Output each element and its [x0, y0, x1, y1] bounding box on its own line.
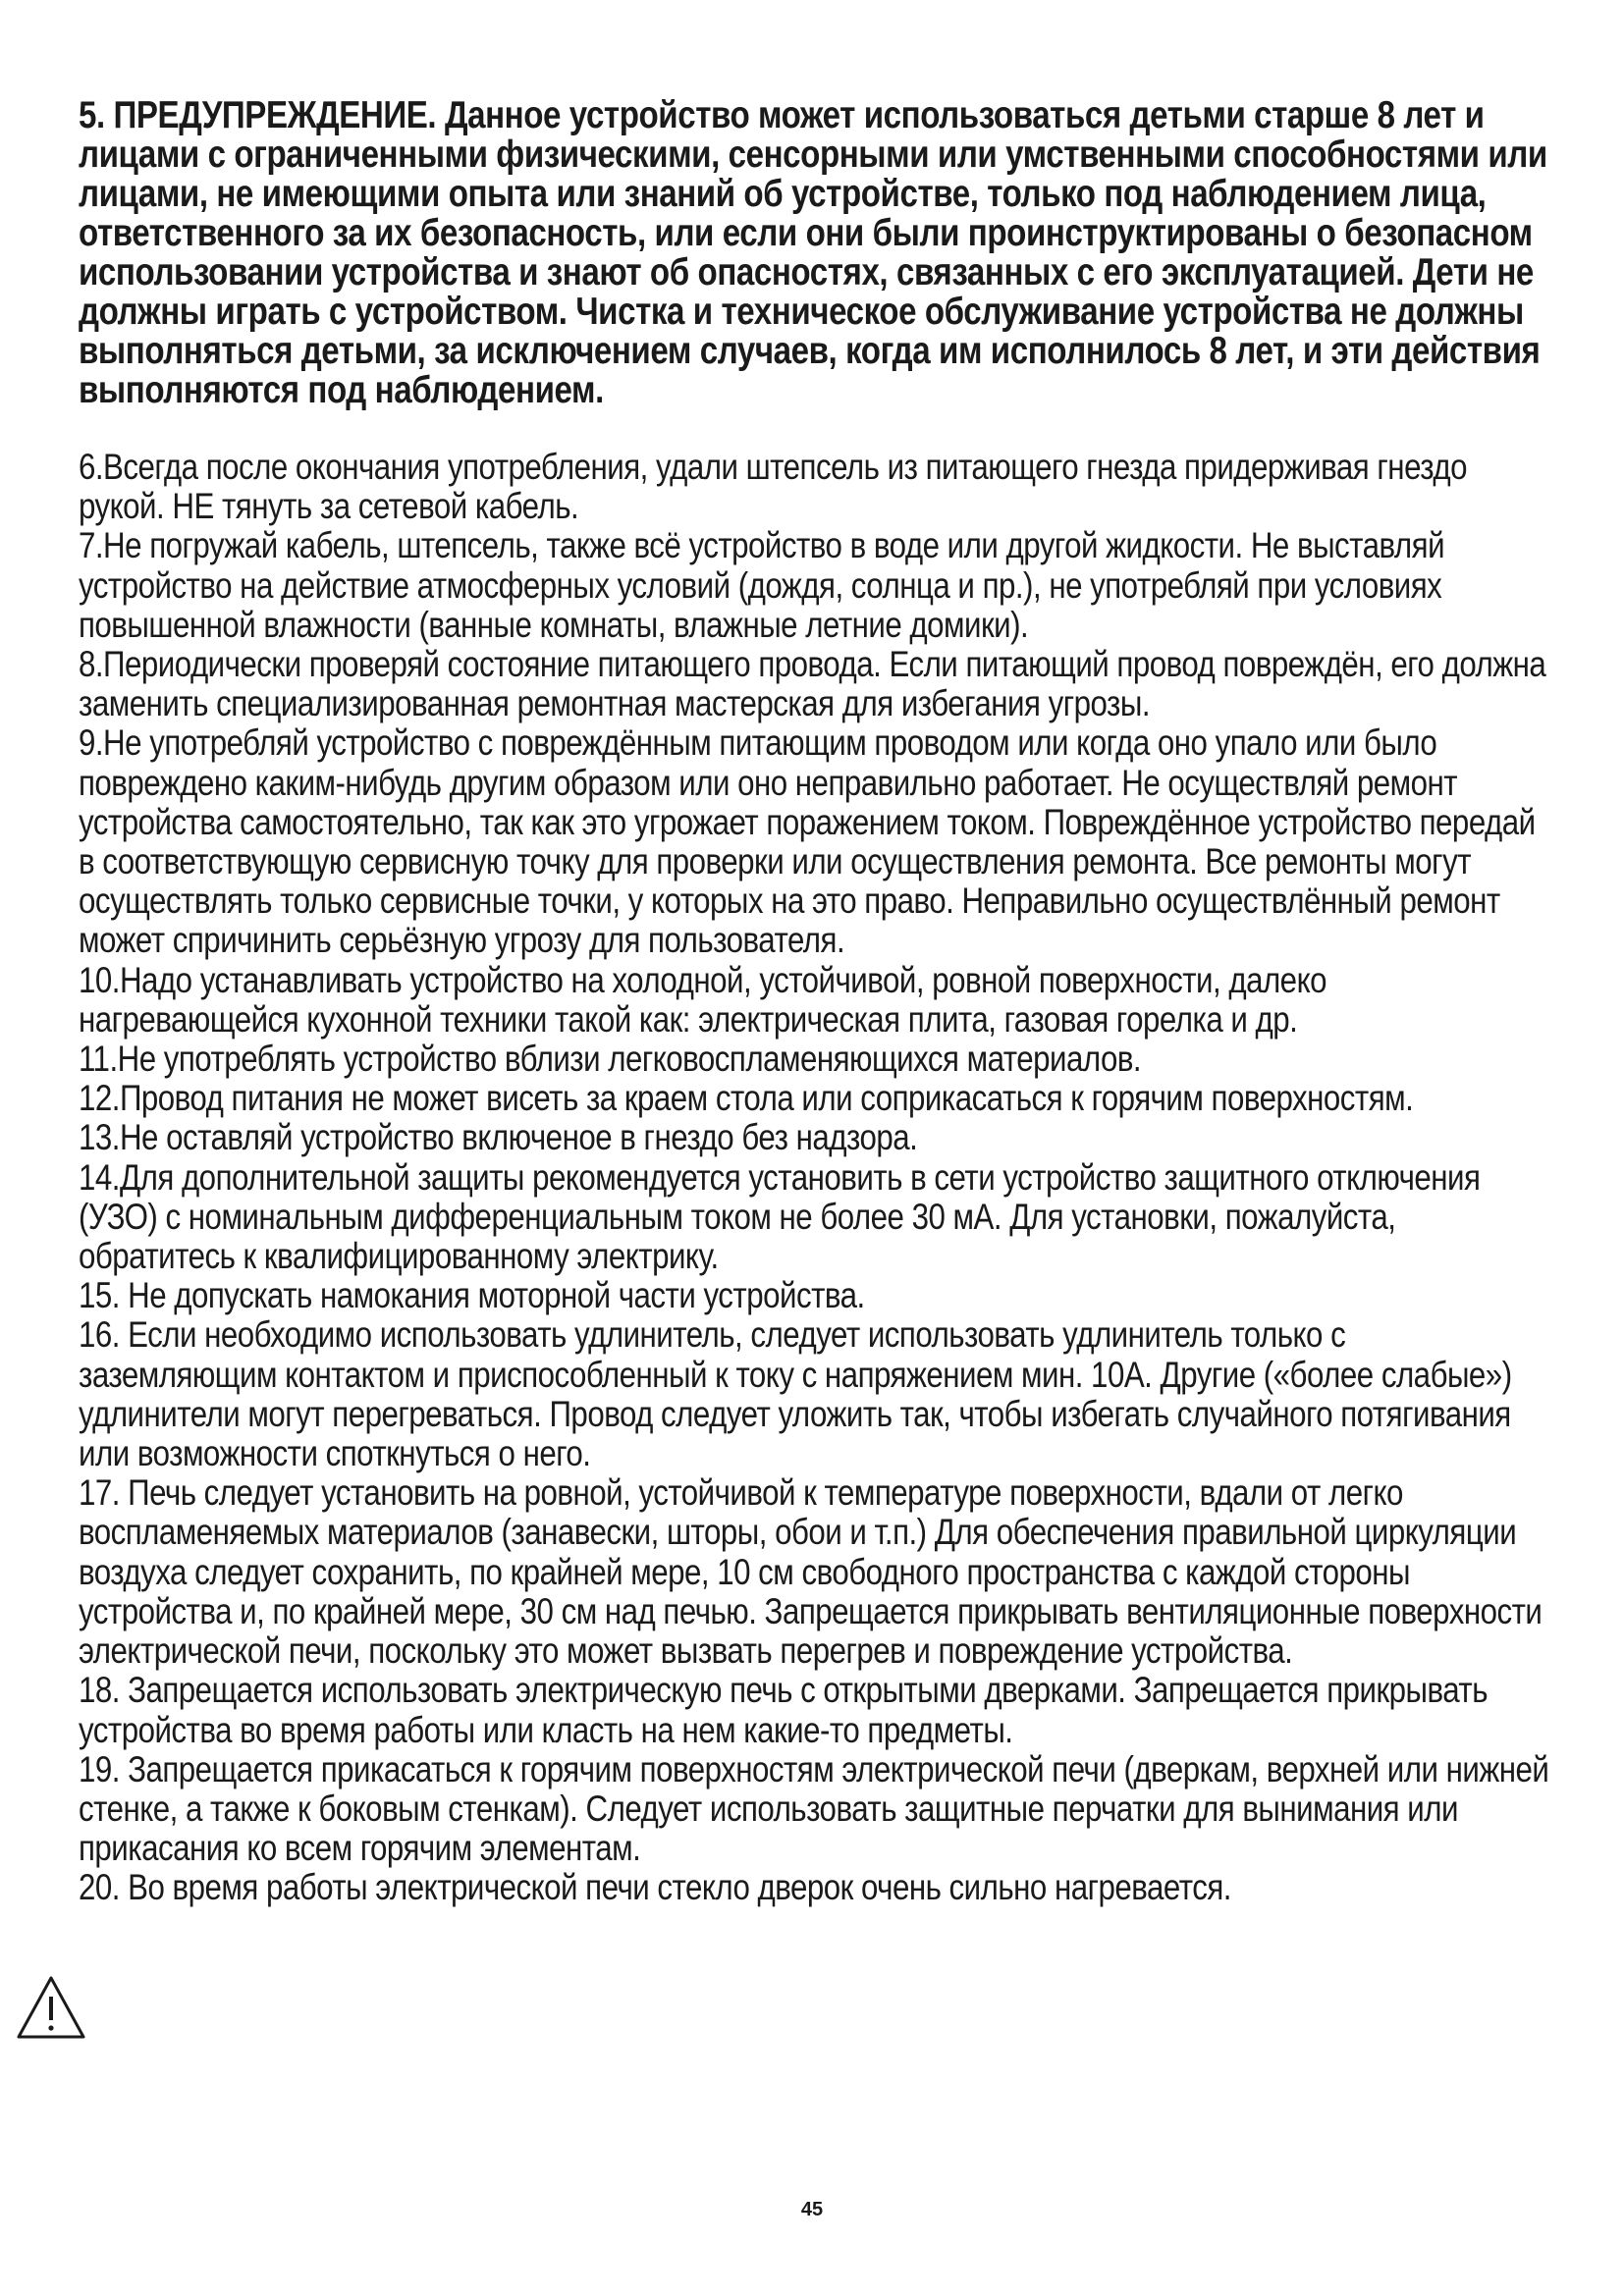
safety-item-13: 13.Не оставляй устройство включеное в гнездо без надзора. — [79, 1117, 918, 1158]
safety-item-10: 10.Надо устанавливать устройство на холодной, устойчивой, ровной поверхности, далеко нагревающейся кухонной техники такой как: электрическая плита, газовая горелка и др. — [79, 959, 1326, 1040]
safety-item-18: 18. Запрещается использовать электрическую печь с открытыми дверками. Запрещается прикрывать устройства во время работы или класть на нем какие-то предметы. — [79, 1670, 1489, 1750]
safety-item-8: 8.Периодически проверяй состояние питающего провода. Если питающий провод повреждён, его должна заменить специализированная ремонтная мастерская для избегания угрозы. — [79, 644, 1546, 724]
safety-item-12: 12.Провод питания не может висеть за краем стола или соприкасаться к горячим поверхностям. — [79, 1078, 1414, 1119]
safety-items — [79, 448, 1624, 1908]
safety-item-20: 20. Во время работы электрической печи стекло дверок очень сильно нагревается. — [79, 1867, 1231, 1908]
safety-item-7: 7.Не погружай кабель, штепсель, также всё устройство в воде или другой жидкости. Не выставляй устройство на действие атмосферных условий (дождя, солнца и пр.), не употребляй при условиях повышенной влажности (ванные комнаты, влажные летние домики). — [79, 525, 1445, 645]
safety-item-11: 11.Не употреблять устройство вблизи легковоспламеняющихся материалов. — [79, 1039, 1142, 1080]
warning-section — [79, 96, 1551, 452]
safety-item-16: 16. Если необходимо использовать удлинитель, следует использовать удлинитель только с заземляющим контактом и приспособленный к току с напряжением мин. 10A. Другие («более слабые») удлинители могут перегреваться. Провод следует уложить так, чтобы избегать случайного потягивания или возможности споткнуться о него. — [79, 1314, 1512, 1474]
manual-page — [79, 94, 1551, 1908]
page-number: 45 — [800, 2199, 824, 2220]
warning-triangle-icon — [16, 1975, 86, 2040]
safety-item-15: 15. Не допускать намокания моторной части устройства. — [79, 1275, 865, 1316]
safety-item-14: 14.Для дополнительной защиты рекомендуется установить в сети устройство защитного отключения (УЗО) с номинальным дифференциальным током не более 30 мА. Для установки, пожалуйста, обратитесь к квалифицированному электрику. — [79, 1156, 1481, 1277]
safety-item-9: 9.Не употребляй устройство с повреждённым питающим проводом или когда оно упало или было повреждено каким-нибудь другим образом или оно неправильно работает. Не осуществляй ремонт устройства самостоятельно, так как это угрожает поражением током. Повреждённое устройство передай в соответствующую сервисную точку для проверки или осуществления ремонта. Все ремонты могут осуществлять только сервисные точки, у которых на это право. Неправильно осуществлённый ремонт может спричинить серьёзную угрозу для пользователя. — [79, 722, 1536, 961]
safety-item-19: 19. Запрещается прикасаться к горячим поверхностям электрической печи (дверкам, верхней или нижней стенке, а также к боковым стенкам). Следует использовать защитные перчатки для вынимания или прикасания ко всем горячим элементам. — [79, 1748, 1549, 1869]
safety-item-6: 6.Всегда после окончания употребления, удали штепсель из питающего гнезда придерживая гнездо рукой. НЕ тянуть за сетевой кабель. — [79, 447, 1468, 527]
warning-paragraph: 5. ПРЕДУПРЕЖДЕНИЕ. Данное устройство может использоваться детьми старше 8 лет и лицами с ограниченными физическими, сенсорными или умственными способностями или лицами, не имеющими опыта или знаний об устройстве, только под наблюдением лица, ответственного за их безопасность, или если они были проинструктированы о безопасном использовании устройства и знают об опасностях, связанных с его эксплуатацией. Дети не должны играть с устройством. Чистка и техническое обслуживание устройства не должны выполняться детьми, за исключением случаев, когда им исполнилось 8 лет, и эти действия выполняются под наблюдением. — [79, 94, 1547, 411]
safety-item-17: 17. Печь следует установить на ровной, устойчивой к температуре поверхности, вдали от легко воспламеняемых материалов (занавески, шторы, обои и т.п.) Для обеспечения правильной циркуляции воздуха следует сохранить, по крайней мере, 10 см свободного пространства с каждой стороны устройства и, по крайней мере, 30 см над печью. Запрещается прикрывать вентиляционные поверхности электрической печи, поскольку это может вызвать перегрев и повреждение устройства. — [79, 1472, 1543, 1672]
